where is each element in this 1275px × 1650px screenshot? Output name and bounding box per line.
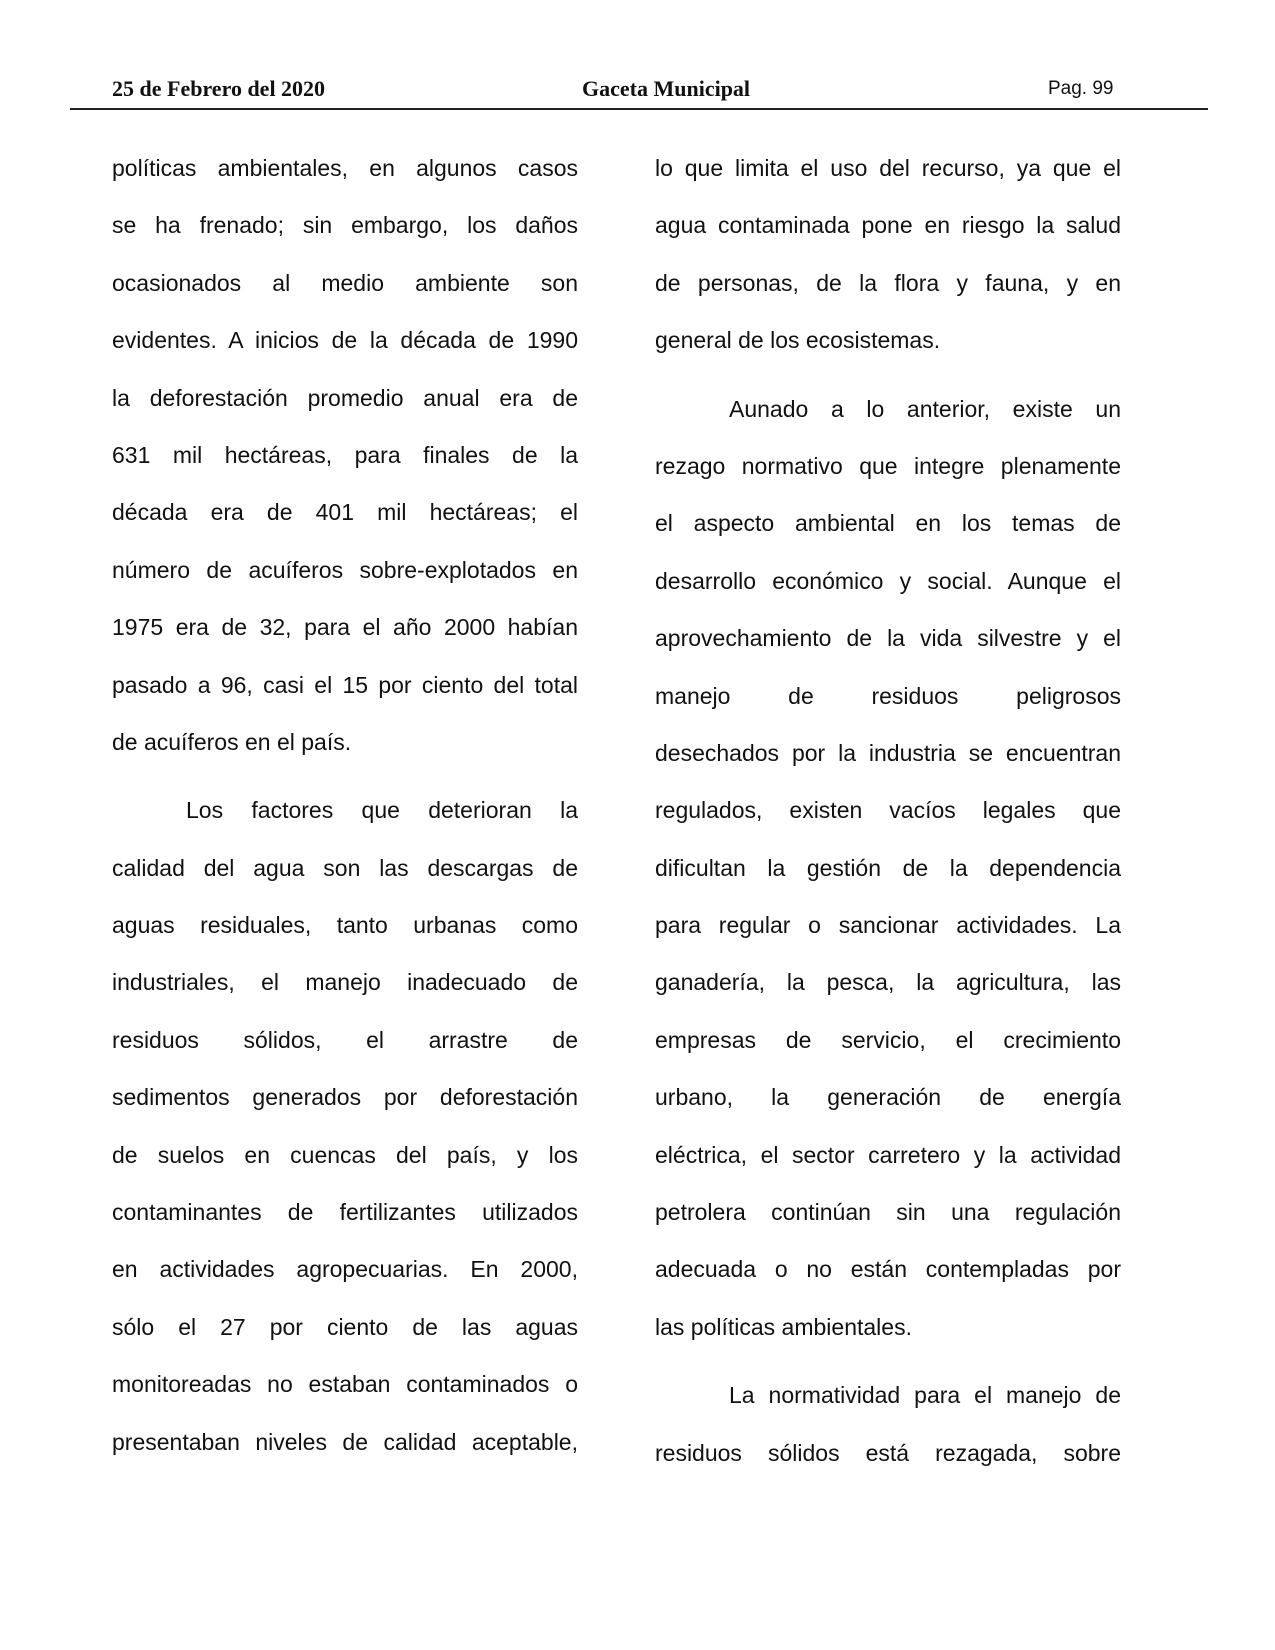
left-column [112, 140, 578, 1471]
paragraph [112, 782, 578, 1471]
text-line: se ha frenado; sin embargo, los daños [112, 212, 578, 239]
text-line: petrolera continúan sin una regulación [655, 1199, 1121, 1226]
text-line: calidad del agua son las descargas de [112, 854, 578, 881]
text-line: monitoreadas no estaban contaminados o [112, 1371, 578, 1398]
text-line: pasado a 96, casi el 15 por ciento del total [112, 671, 578, 698]
text-line: la deforestación promedio anual era de [112, 384, 578, 411]
text-line: aprovechamiento de la vida silvestre y el [655, 625, 1121, 652]
text-line: La normatividad para el manejo de [729, 1382, 1121, 1409]
text-line: rezago normativo que integre plenamente [655, 452, 1121, 479]
header-date: 25 de Febrero del 2020 [112, 76, 326, 101]
text-line: en actividades agropecuarias. En 2000, [112, 1256, 578, 1283]
text-line: residuos sólidos, el arrastre de [112, 1026, 578, 1053]
text-line: número de acuíferos sobre-explotados en [112, 556, 578, 583]
text-line: políticas ambientales, en algunos casos [112, 155, 578, 181]
text-line: general de los ecosistemas. [655, 327, 941, 354]
text-line: eléctrica, el sector carretero y la actividad [655, 1141, 1121, 1168]
text-line: desarrollo económico y social. Aunque el [655, 567, 1121, 594]
text-line: de personas, de la flora y fauna, y en [655, 269, 1121, 296]
text-line: aguas residuales, tanto urbanas como [112, 912, 578, 939]
text-line: urbano, la generación de energía [655, 1084, 1121, 1111]
text-line: manejo de residuos peligrosos [655, 682, 1121, 709]
text-line: década era de 401 mil hectáreas; el [112, 499, 578, 526]
text-line: Los factores que deterioran la [186, 797, 578, 824]
right-column [655, 140, 1121, 1482]
paragraph [655, 381, 1121, 1357]
text-line: evidentes. A inicios de la década de 1990 [112, 327, 578, 354]
text-line: dificultan la gestión de la dependencia [655, 854, 1121, 881]
text-line: sedimentos generados por deforestación [112, 1084, 578, 1111]
page-header [70, 72, 1208, 110]
text-line: residuos sólidos está rezagada, sobre [655, 1439, 1121, 1466]
header-title: Gaceta Municipal [582, 76, 751, 101]
text-line: empresas de servicio, el crecimiento [655, 1026, 1121, 1053]
text-line: agua contaminada pone en riesgo la salud [655, 212, 1121, 239]
header-page-number: Pag. 99 [1048, 78, 1114, 99]
text-line: de acuíferos en el país. [112, 728, 352, 755]
text-line: presentaban niveles de calidad aceptable, [112, 1428, 578, 1455]
text-line: sólo el 27 por ciento de las aguas [112, 1313, 578, 1340]
paragraph [655, 1367, 1121, 1482]
text-line: las políticas ambientales. [655, 1313, 912, 1340]
text-line: adecuada o no están contempladas por [655, 1256, 1121, 1283]
text-line: lo que limita el uso del recurso, ya que el [655, 155, 1121, 181]
text-line: ocasionados al medio ambiente son [112, 269, 578, 296]
paragraph [655, 140, 1121, 370]
text-line: de suelos en cuencas del país, y los [112, 1141, 578, 1168]
text-line: ganadería, la pesca, la agricultura, las [655, 969, 1121, 996]
text-line: para regular o sancionar actividades. La [655, 912, 1121, 939]
text-line: industriales, el manejo inadecuado de [112, 969, 578, 996]
text-line: regulados, existen vacíos legales que [655, 797, 1121, 824]
text-line: desechados por la industria se encuentran [655, 739, 1121, 766]
text-line: el aspecto ambiental en los temas de [655, 510, 1121, 537]
text-line: contaminantes de fertilizantes utilizados [112, 1199, 578, 1226]
text-line: 1975 era de 32, para el año 2000 habían [112, 614, 578, 641]
paragraph [112, 140, 578, 771]
text-line: 631 mil hectáreas, para finales de la [112, 441, 578, 468]
text-line: Aunado a lo anterior, existe un [729, 395, 1121, 422]
